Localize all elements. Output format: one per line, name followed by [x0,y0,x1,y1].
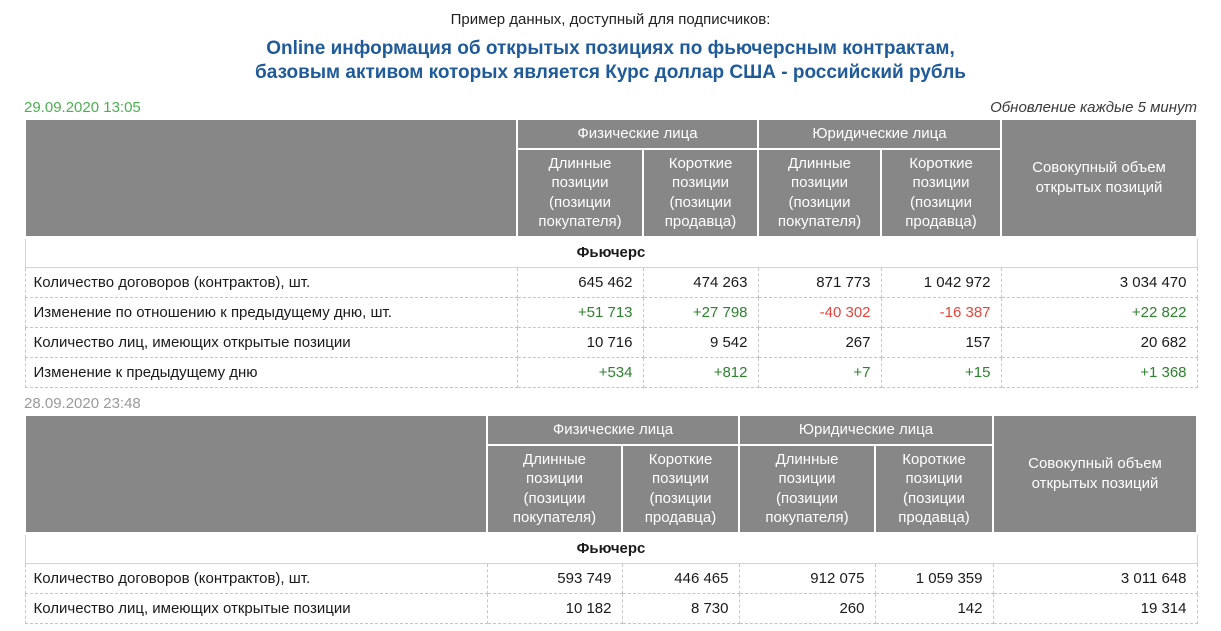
corner-cell [25,119,517,238]
section-label-futures: Фьючерс [25,237,1197,267]
row-label: Количество договоров (контрактов), шт. [25,267,517,297]
table-row-contracts-count [25,563,1197,593]
row-label: Количество договоров (контрактов), шт. [25,563,487,593]
col-total-open-positions: Совокупный объем открытых позиций [993,415,1197,534]
cell-value: 19 314 [993,593,1197,623]
cell-value: +7 [758,357,881,387]
cell-value: 912 075 [739,563,875,593]
cell-value: -40 302 [758,297,881,327]
positions-table-current [24,118,1198,388]
cell-value: -16 387 [881,297,1001,327]
section-row-futures [25,533,1197,563]
cell-value: 10 716 [517,327,643,357]
cell-value: 260 [739,593,875,623]
cell-value: 9 542 [643,327,758,357]
table-row-persons-count [25,593,1197,623]
col-group-legal: Юридические лица [739,415,993,445]
cell-value: 1 059 359 [875,563,993,593]
page-title-line2: базовым активом которых является Курс доллар США - российский рубль [255,61,966,83]
row-label: Изменение к предыдущему дню [25,357,517,387]
cell-value: 20 682 [1001,327,1197,357]
row-label: Изменение по отношению к предыдущему дню, шт. [25,297,517,327]
table-row-contracts-count [25,267,1197,297]
cell-value: 871 773 [758,267,881,297]
corner-cell [25,415,487,534]
cell-value: 10 182 [487,593,622,623]
col-individuals-long: Длинные позиции (позиции покупателя) [487,445,622,534]
col-total-open-positions: Совокупный объем открытых позиций [1001,119,1197,238]
cell-value: 8 730 [622,593,739,623]
cell-value: +15 [881,357,1001,387]
cell-value: +51 713 [517,297,643,327]
positions-table-previous [24,414,1198,624]
update-note: Обновление каждые 5 минут [990,98,1197,116]
cell-value: 593 749 [487,563,622,593]
section-row-futures [25,237,1197,267]
timestamp-previous: 28.09.2020 23:48 [24,394,141,412]
cell-value: 1 042 972 [881,267,1001,297]
col-legal-long: Длинные позиции (позиции покупателя) [739,445,875,534]
cell-value: 3 011 648 [993,563,1197,593]
cell-value: 3 034 470 [1001,267,1197,297]
cell-value: 474 263 [643,267,758,297]
col-legal-short: Короткие позиции (позиции продавца) [881,149,1001,238]
row-label: Количество лиц, имеющих открытые позиции [25,327,517,357]
page-title [24,37,1197,85]
header-group-row [25,415,1197,445]
table-row-contracts-change [25,297,1197,327]
cell-value: +812 [643,357,758,387]
col-group-individuals: Физические лица [517,119,758,149]
cell-value: 157 [881,327,1001,357]
subscribers-caption: Пример данных, доступный для подписчиков: [450,11,771,28]
table-row-persons-count [25,327,1197,357]
col-group-individuals: Физические лица [487,415,739,445]
cell-value: 645 462 [517,267,643,297]
col-individuals-long: Длинные позиции (позиции покупателя) [517,149,643,238]
row-label: Количество лиц, имеющих открытые позиции [25,593,487,623]
col-legal-long: Длинные позиции (позиции покупателя) [758,149,881,238]
cell-value: 142 [875,593,993,623]
col-group-legal: Юридические лица [758,119,1001,149]
cell-value: +27 798 [643,297,758,327]
cell-value: +1 368 [1001,357,1197,387]
table-row-persons-change [25,357,1197,387]
cell-value: 446 465 [622,563,739,593]
page-title-line1: Online информация об открытых позициях по фьючерсным контрактам, [266,38,955,59]
col-individuals-short: Короткие позиции (позиции продавца) [643,149,758,238]
cell-value: +22 822 [1001,297,1197,327]
cell-value: 267 [758,327,881,357]
section-label-futures: Фьючерс [25,533,1197,563]
col-individuals-short: Короткие позиции (позиции продавца) [622,445,739,534]
meta-row-current [24,99,1197,116]
col-legal-short: Короткие позиции (позиции продавца) [875,445,993,534]
timestamp-current: 29.09.2020 13:05 [24,98,141,116]
meta-row-previous [24,395,1197,412]
cell-value: +534 [517,357,643,387]
header-group-row [25,119,1197,149]
